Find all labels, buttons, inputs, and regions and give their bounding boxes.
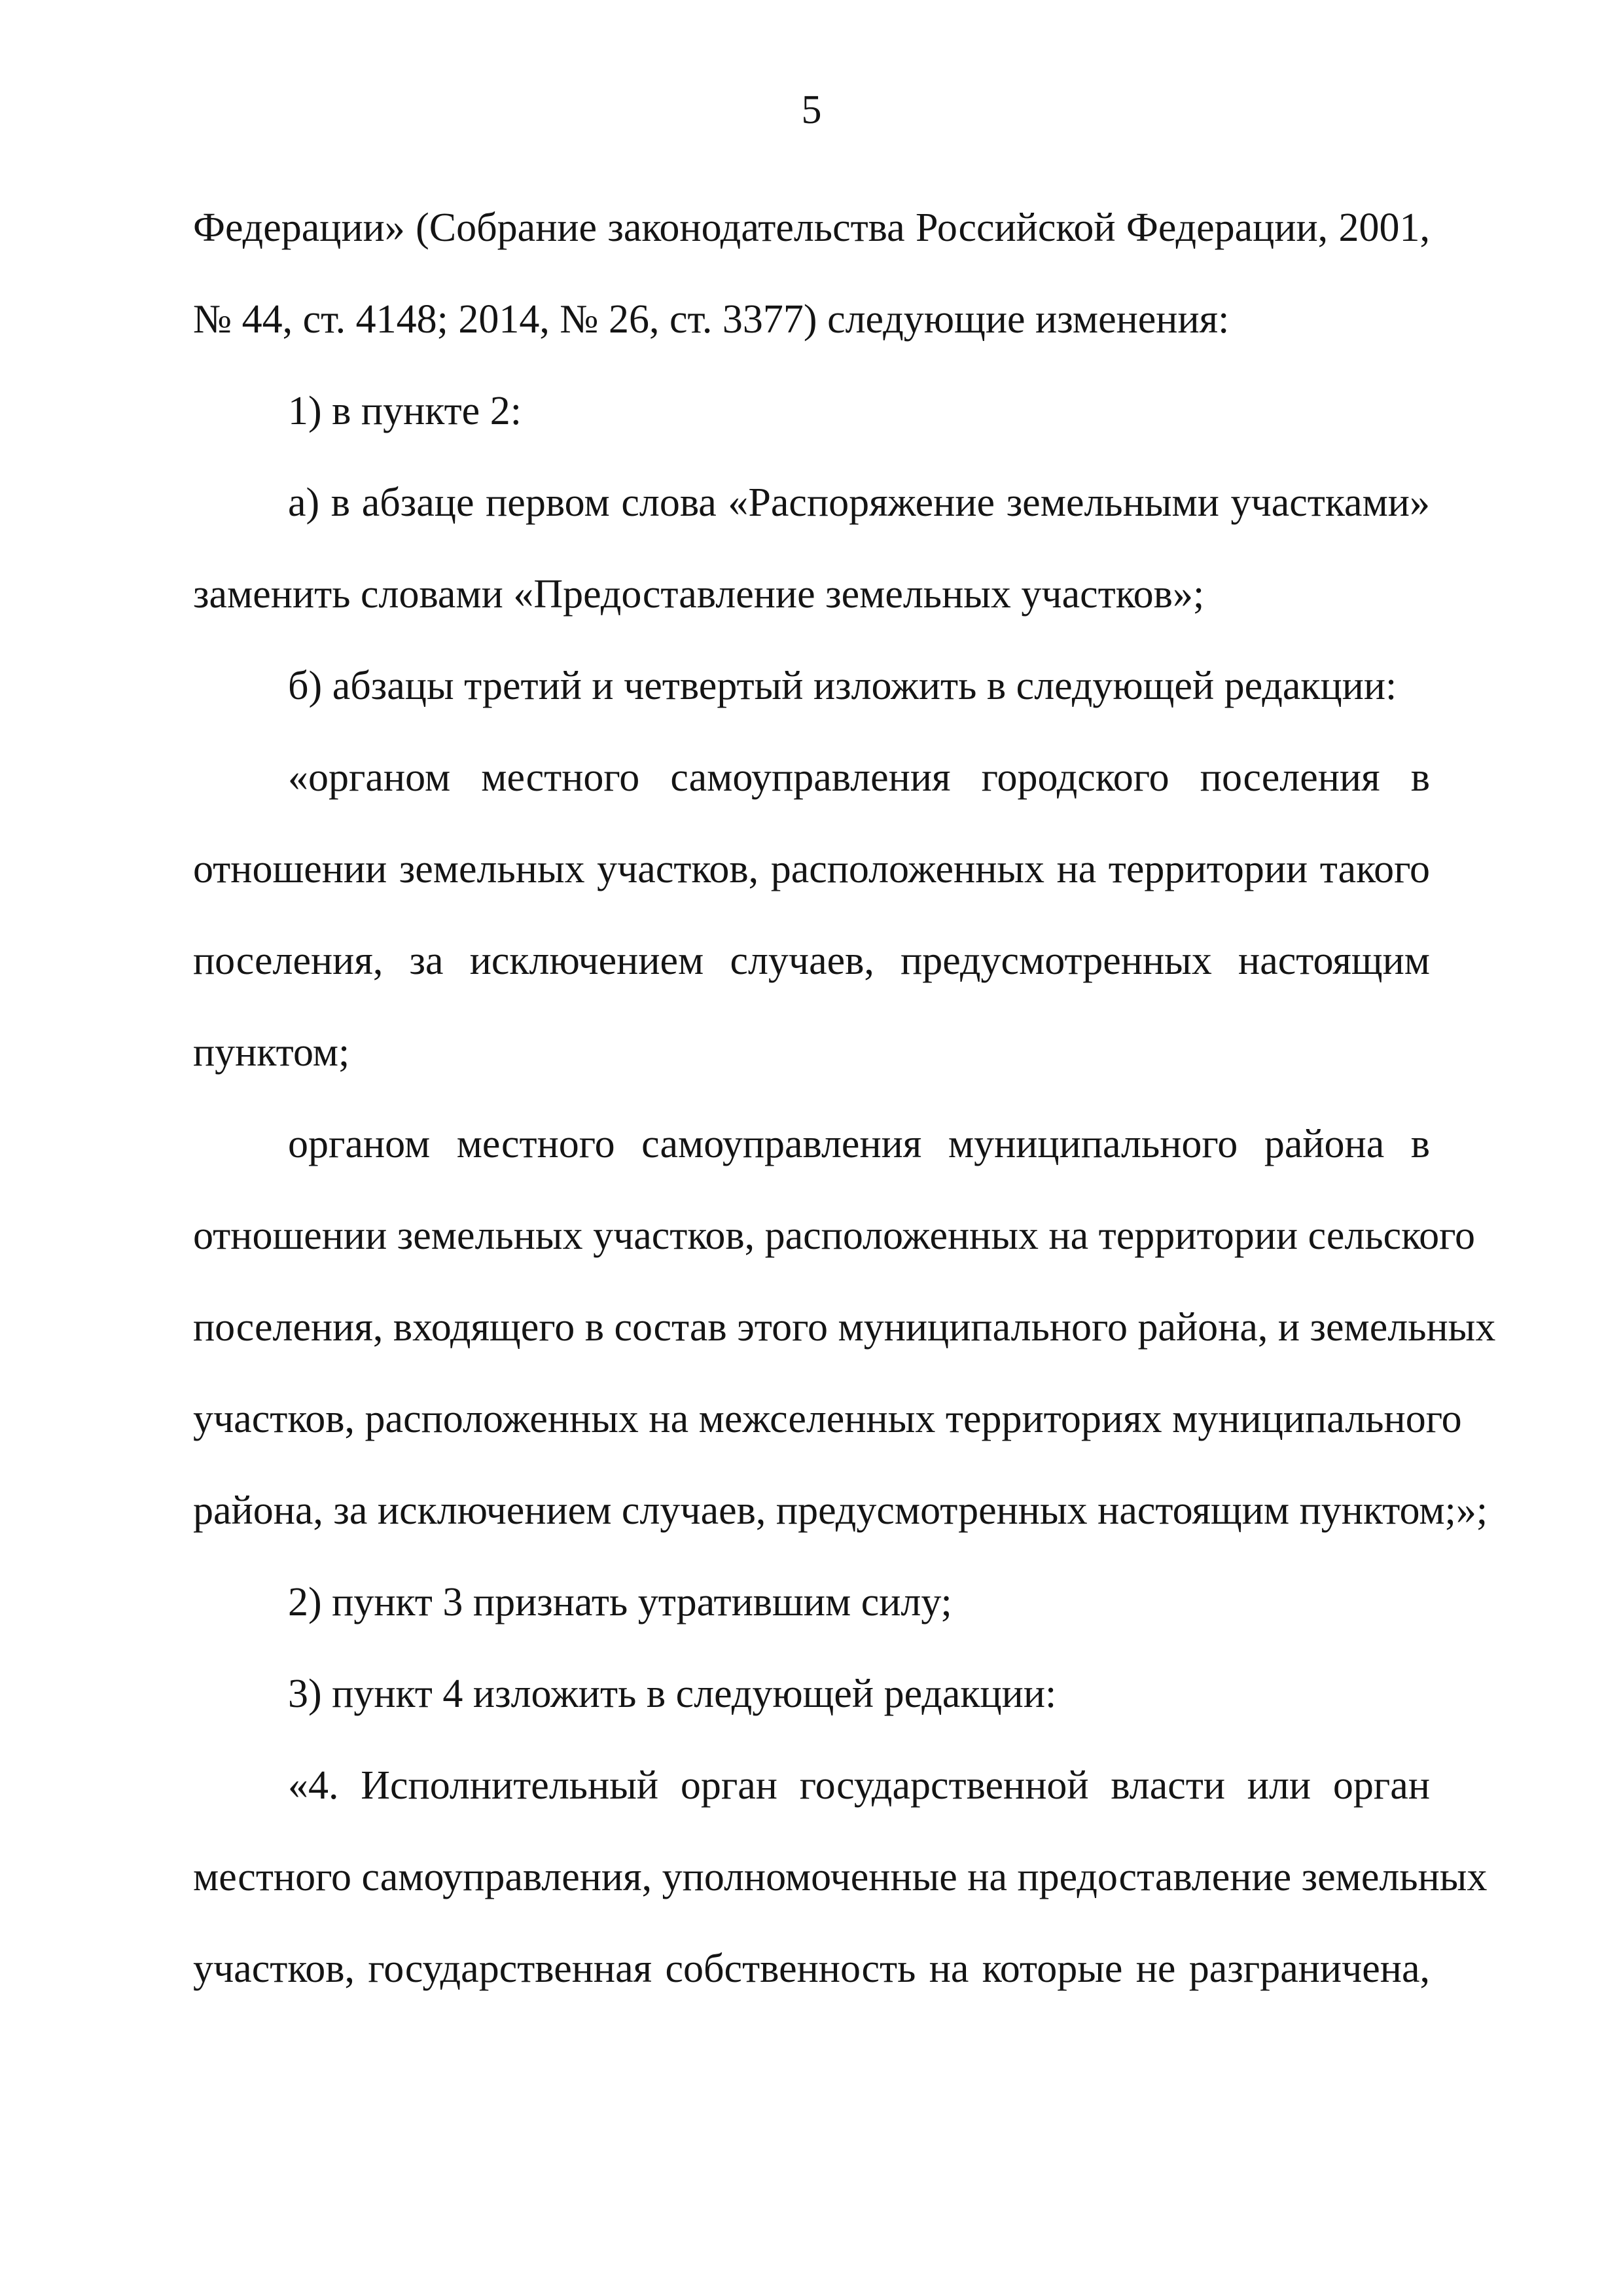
text-line: а) в абзаце первом слова «Распоряжение земельными участками» — [288, 480, 1430, 525]
document-body — [193, 182, 1496, 2015]
text-line: № 44, ст. 4148; 2014, № 26, ст. 3377) следующие изменения: — [193, 297, 1230, 342]
text-line: местного самоуправления, уполномоченные на предоставление земельных — [193, 1855, 1488, 1899]
text-line: отношении земельных участков, расположенных на территории такого — [193, 847, 1430, 891]
text-line: 3) пункт 4 изложить в следующей редакции: — [288, 1672, 1057, 1716]
text-line: заменить словами «Предоставление земельных участков»; — [193, 572, 1205, 617]
text-line: участков, расположенных на межселенных территориях муниципального — [193, 1397, 1462, 1441]
text-line: органом местного самоуправления муниципального района в — [288, 1122, 1430, 1166]
text-line: поселения, входящего в состав этого муниципального района, и земельных — [193, 1305, 1496, 1350]
text-line: «4. Исполнительный орган государственной власти или орган — [288, 1763, 1430, 1808]
text-line: отношении земельных участков, расположенных на территории сельского — [193, 1213, 1475, 1258]
text-line: участков, государственная собственность на которые не разграничена, — [193, 1946, 1430, 1991]
text-line: 1) в пункте 2: — [288, 389, 522, 433]
text-line: 2) пункт 3 признать утратившим силу; — [288, 1580, 952, 1624]
text-line: Федерации» (Собрание законодательства Российской Федерации, 2001, — [193, 206, 1430, 250]
text-line: б) абзацы третий и четвертый изложить в следующей редакции: — [288, 664, 1397, 708]
text-line: «органом местного самоуправления городского поселения в — [288, 755, 1430, 800]
text-line: пунктом; — [193, 1030, 350, 1075]
text-line: поселения, за исключением случаев, предусмотренных настоящим — [193, 939, 1430, 983]
text-line: района, за исключением случаев, предусмотренных настоящим пунктом;»; — [193, 1488, 1488, 1533]
page-number: 5 — [801, 88, 822, 132]
